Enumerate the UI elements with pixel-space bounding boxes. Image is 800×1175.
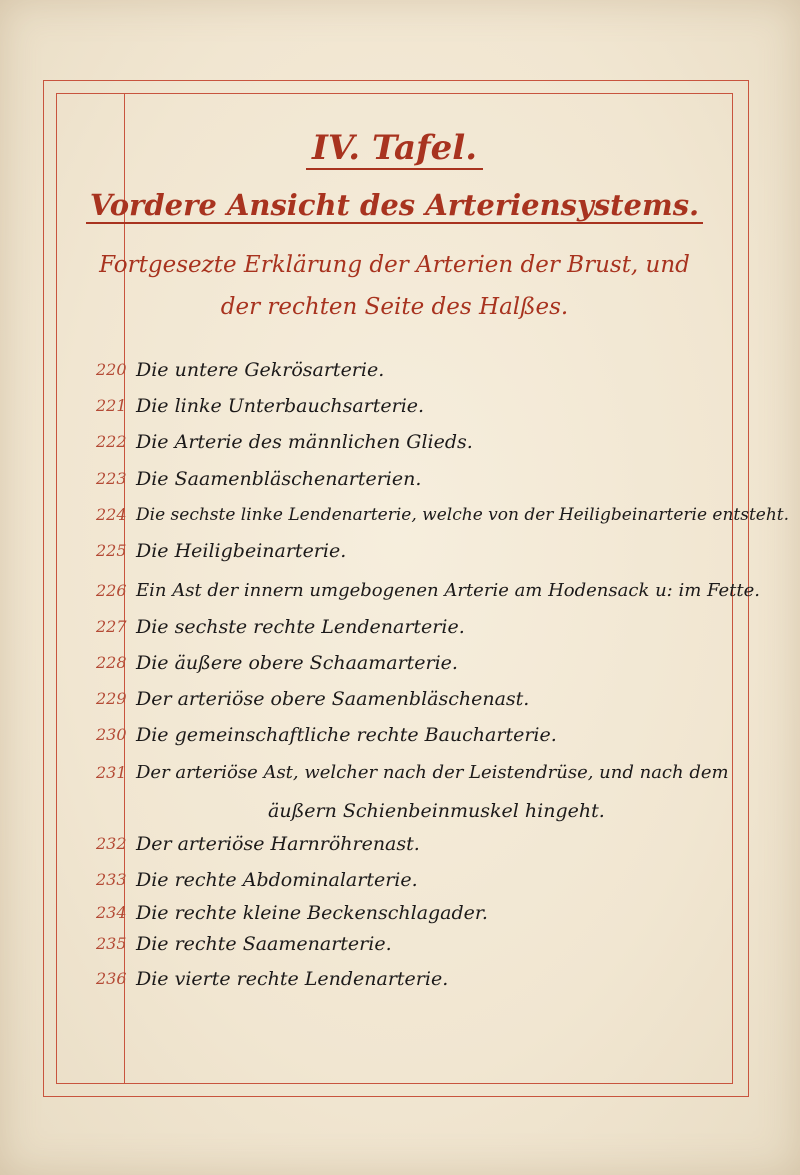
entry-text: Die sechste rechte Lendenarterie. [136,616,465,638]
entry-text: Der arteriöse obere Saamenbläschenast. [136,688,530,710]
entry-text: Die sechste linke Lendenarterie, welche von der Heiligbeinarterie entsteht. [136,505,790,525]
entry-number: 231 [96,763,127,782]
list-item [0,497,800,533]
entry-number: 222 [96,432,127,451]
entry-text: Die Heiligbeinarterie. [136,540,347,562]
entry-text: Die gemeinschaftliche rechte Baucharterie. [136,724,557,746]
entry-text: Die linke Unterbauchsarterie. [136,395,425,417]
list-item [0,533,800,569]
list-item [0,352,800,388]
plate-title-text: IV. Tafel. [306,128,483,170]
entry-text: Die rechte Abdominalarterie. [136,869,418,891]
list-item [0,424,800,460]
list-item [0,717,800,753]
entry-text: Die rechte Saamenarterie. [136,933,392,955]
entry-text: Die Arterie des männlichen Glieds. [136,431,473,453]
entry-text: Die vierte rechte Lendenarterie. [136,968,449,990]
list-item [0,573,800,609]
entry-text: Ein Ast der innern umgebogenen Arterie am Hodensack u: im Fette. [136,580,760,601]
entry-number: 224 [96,505,127,524]
plate-note-line-2: der rechten Seite des Halßes. [220,294,569,320]
entry-number: 233 [96,870,127,889]
entry-text: Der arteriöse Harnröhrenast. [136,833,420,855]
list-item [0,681,800,717]
entry-number: 226 [96,581,127,600]
entry-number: 227 [96,617,127,636]
list-item [0,609,800,645]
entry-number: 236 [96,969,127,988]
entry-number: 225 [96,541,127,560]
entry-number: 228 [96,653,127,672]
list-item [0,926,800,962]
entry-number: 232 [96,834,127,853]
entry-text-continuation: äußern Schienbeinmuskel hingeht. [268,800,605,822]
entry-number: 234 [96,903,127,922]
entry-number: 220 [96,360,127,379]
entry-number: 221 [96,396,127,415]
list-item [0,826,800,862]
entry-text: Der arteriöse Ast, welcher nach der Leistendrüse, und nach dem [136,762,729,783]
entry-text: Die rechte kleine Beckenschlagader. [136,902,488,924]
list-item [0,755,800,822]
entry-number: 229 [96,689,127,708]
entry-number: 223 [96,469,127,488]
list-item [0,388,800,424]
list-item [0,862,800,898]
plate-subtitle-text: Vordere Ansicht des Arteriensystems. [86,188,703,224]
entry-number: 235 [96,934,127,953]
entry-text: Die untere Gekrösarterie. [136,359,385,381]
entry-text: Die äußere obere Schaamarterie. [136,652,458,674]
list-item [0,461,800,497]
list-item [0,961,800,997]
list-item [0,645,800,681]
entry-number: 230 [96,725,127,744]
plate-note-line-1: Fortgesezte Erklärung der Arterien der Brust, und [99,252,690,278]
entry-text: Die Saamenbläschenarterien. [136,468,422,490]
